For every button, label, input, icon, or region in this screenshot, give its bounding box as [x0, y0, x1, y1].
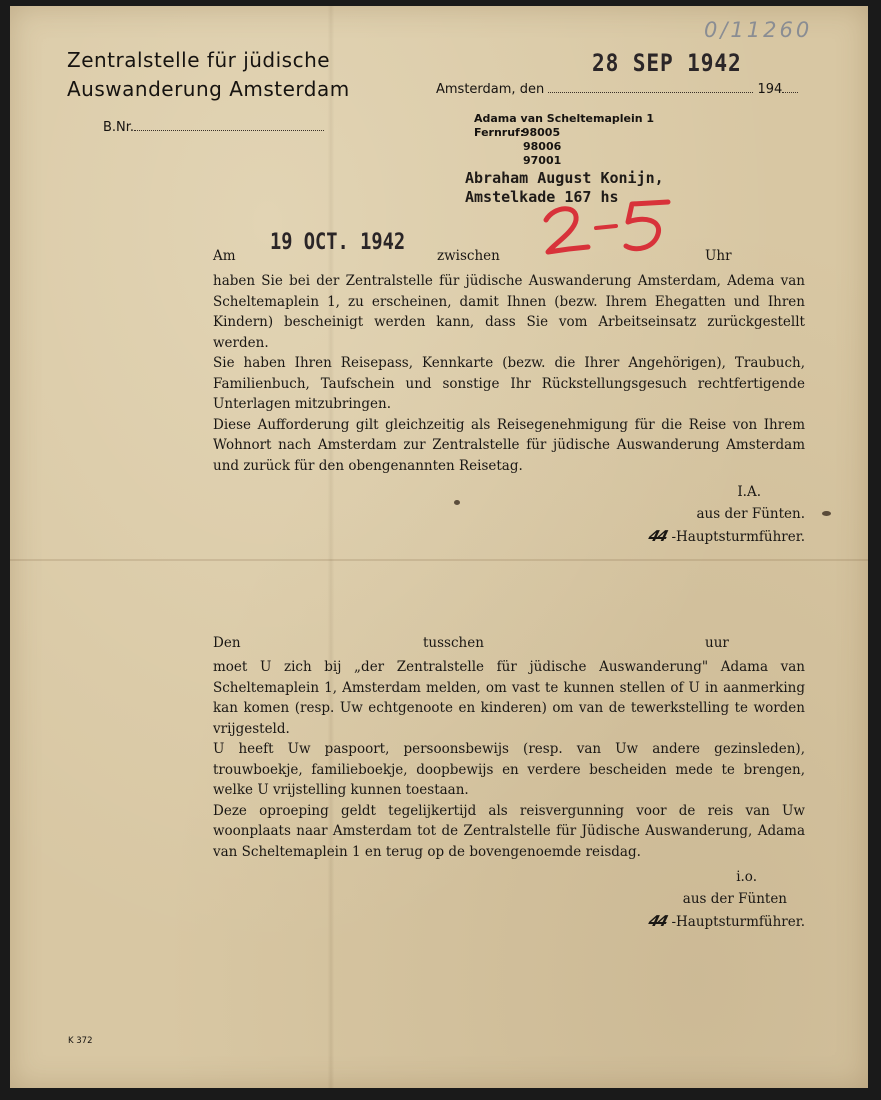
phone-number: 98005: [521, 126, 561, 139]
ink-spot: [822, 511, 831, 516]
org-line-1: Zentralstelle für jüdische: [67, 48, 331, 72]
paper-fold: [10, 559, 868, 561]
ss-rune-glyph: 44: [646, 527, 668, 545]
recipient-name: Abraham August Konijn,: [465, 169, 664, 187]
sig-rank-line: [646, 910, 805, 933]
dutch-signature: [646, 866, 805, 933]
german-paragraph: haben Sie bei der Zentralstelle für jüdische Auswanderung Amsterdam, Adema van Scheltemaplein 1, zu erscheinen, damit Ihnen (bezw. Ihrem Ehegatten und Ihren Kindern) bescheinigt werden kann, dass Sie vom Arbeitseinsatz zurückgestellt werden.: [213, 273, 805, 351]
sig-io: i.o.: [736, 869, 757, 885]
address-line: Adama van Scheltemaplein 1: [474, 112, 655, 125]
uur-label: uur: [705, 635, 729, 651]
date-stamp-header: 28 SEP 1942: [592, 49, 742, 77]
reference-number-field: [103, 119, 324, 135]
bnr-dotted-line: [134, 119, 324, 131]
dutch-paragraph: Deze oproeping geldt tegelijkertijd als reisvergunning voor de reis van Uw woonplaats naar Amsterdam tot de Zentralstelle für Jüdische Auswanderung, Adama van Scheltemaplein 1 en terug op de bovengenoemde reisdag.: [213, 802, 805, 860]
org-line-2: Auswanderung Amsterdam: [67, 77, 350, 101]
phone-number: 98006: [523, 140, 562, 153]
dutch-paragraph: U heeft Uw paspoort, persoonsbewijs (resp. van Uw andere gezinsleden), trouwboekje, familieboekje, doopbewijs en verdere bescheiden mede te brengen, welke U vrijstelling kunnen toestaan.: [213, 741, 805, 798]
organization-name: [67, 46, 350, 104]
handwritten-time: [540, 198, 680, 273]
appointment-date-stamp: 19 OCT. 1942: [270, 230, 406, 255]
year-dotted-line: [782, 82, 798, 93]
between-label: zwischen: [437, 248, 500, 264]
den-label: Den: [213, 635, 241, 651]
appointment-line-dutch: [213, 635, 805, 653]
dutch-paragraph: moet U zich bij „der Zentralstelle für jüdische Auswanderung" Adama van Scheltemaplein 1, Amsterdam melden, om vast te kunnen stellen of U in aanmerking kan komen (resp. Uw echtgenoote en kinderen) om van de tewerkstelling te worden vrijgesteld.: [213, 659, 805, 737]
office-address: [474, 112, 654, 168]
sig-ia: I.A.: [737, 484, 761, 500]
date-dotted-line: [548, 82, 753, 93]
phone-label: Fernruf:: [474, 126, 525, 139]
recipient-address: Amstelkade 167 hs: [465, 188, 619, 206]
phone-number: 97001: [523, 154, 562, 167]
sig-name: aus der Fünten: [682, 891, 787, 907]
sig-rank: -Hauptsturmführer.: [671, 914, 805, 930]
tusschen-label: tusschen: [423, 635, 484, 651]
place-label: Amsterdam, den: [436, 82, 545, 97]
uhr-label: Uhr: [705, 248, 732, 264]
german-paragraph: Diese Aufforderung gilt gleichzeitig als Reisegenehmigung für die Reise von Ihrem Wohnort nach Amsterdam zur Zentralstelle für jüdische Auswanderung Amsterdam und zurück für den obengenannten Reisetag.: [213, 416, 805, 474]
german-signature: [646, 481, 805, 548]
ss-rune-glyph: 44: [646, 912, 668, 930]
am-label: Am: [213, 248, 236, 264]
archive-number: 0/11260: [704, 18, 813, 42]
sig-name: aus der Fünten.: [696, 506, 805, 522]
sig-rank-line: [646, 525, 805, 548]
place-date-line: [436, 82, 798, 97]
form-code: K 372: [68, 1036, 93, 1046]
red-pencil-marks: [540, 198, 680, 268]
phone-block: [474, 126, 654, 168]
bnr-label: B.Nr.: [103, 120, 135, 135]
year-prefix: 194: [757, 82, 783, 97]
german-paragraph: Sie haben Ihren Reisepass, Kennkarte (bezw. die Ihrer Angehörigen), Traubuch, Familienbuch, Taufschein und sonstige Ihr Rückstellungsgesuch rechtfertigende Unterlagen mitzubringen.: [213, 355, 805, 412]
sig-rank: -Hauptsturmführer.: [671, 529, 805, 545]
german-body: [213, 271, 805, 476]
dutch-body: [213, 657, 805, 862]
ink-spot: [454, 500, 460, 505]
